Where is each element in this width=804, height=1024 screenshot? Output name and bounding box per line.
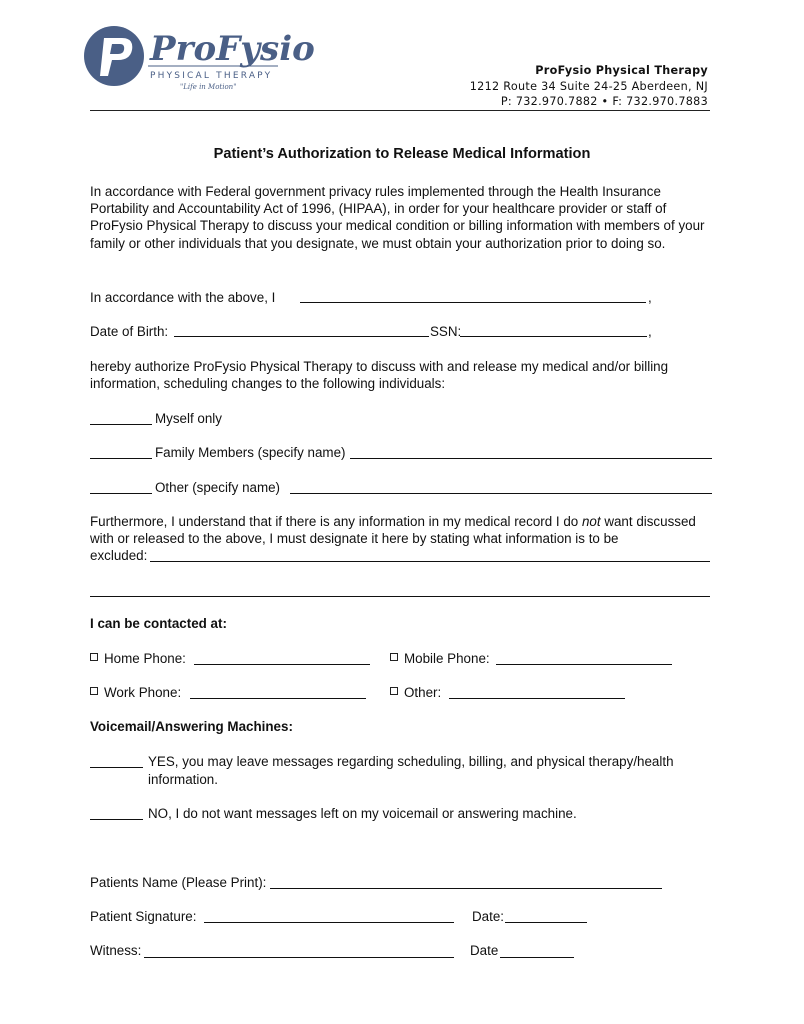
practice-name: ProFysio Physical Therapy xyxy=(535,64,708,77)
patient-name-label: Patients Name (Please Print): xyxy=(90,875,267,890)
profysio-logo xyxy=(82,20,315,98)
home-phone-checkbox[interactable] xyxy=(90,653,98,661)
form-title: Patient’s Authorization to Release Medical Information xyxy=(213,146,591,162)
family-members-blank[interactable] xyxy=(90,458,152,459)
home-phone-line[interactable] xyxy=(194,664,370,665)
other-label: Other (specify name) xyxy=(155,480,281,495)
mobile-phone-label: Mobile Phone: xyxy=(404,651,490,666)
work-phone-label: Work Phone: xyxy=(104,685,182,700)
other-blank[interactable] xyxy=(90,493,152,494)
voicemail-no-text: NO, I do not want messages left on my voicemail or answering machine. xyxy=(148,806,577,821)
witness-date-label: Date xyxy=(470,943,499,958)
voicemail-heading: Voicemail/Answering Machines: xyxy=(90,719,293,734)
work-phone-checkbox[interactable] xyxy=(90,687,98,695)
voicemail-no-blank[interactable] xyxy=(90,819,143,820)
home-phone-row xyxy=(90,650,186,667)
practice-phones: P: 732.970.7882 • F: 732.970.7883 xyxy=(500,95,708,108)
dob-line[interactable] xyxy=(174,336,429,337)
other-phone-row xyxy=(390,684,441,701)
mobile-phone-checkbox[interactable] xyxy=(390,653,398,661)
home-phone-label: Home Phone: xyxy=(104,651,186,666)
signature-date-label: Date: xyxy=(472,909,505,924)
witness-date-line[interactable] xyxy=(500,957,574,958)
myself-only-label: Myself only xyxy=(155,411,222,426)
svg-text:"Life in Motion": "Life in Motion" xyxy=(180,83,237,91)
signature-date-line[interactable] xyxy=(505,922,587,923)
comma-2: , xyxy=(648,324,652,339)
ssn-label: SSN: xyxy=(430,324,462,339)
other-phone-label: Other: xyxy=(404,685,442,700)
family-members-line[interactable] xyxy=(350,458,712,459)
signature-label: Patient Signature: xyxy=(90,909,197,924)
intro-paragraph: In accordance with Federal government privacy rules implemented through the Health Insurance Portability and Accountability Act of 1996, (HIPAA), in order for your healthcare provider or staff of ProFysio Physical Therapy to discuss your medical condition or billing information with members of your family or other individuals that you designate, we must obtain your authorization prior to doing so. xyxy=(90,184,705,251)
excluded-line-1[interactable] xyxy=(150,561,710,562)
header-divider xyxy=(90,110,710,111)
accordance-label: In accordance with the above, I xyxy=(90,290,276,305)
voicemail-yes-text: YES, you may leave messages regarding scheduling, billing, and physical therapy/health xyxy=(148,754,674,769)
mobile-phone-line[interactable] xyxy=(496,664,672,665)
patient-name-line[interactable] xyxy=(300,302,646,303)
other-phone-line[interactable] xyxy=(449,698,625,699)
myself-only-blank[interactable] xyxy=(90,424,152,425)
authorize-paragraph: hereby authorize ProFysio Physical Therapy to discuss with and release my medical and/or billing information, scheduling changes to the following individuals: xyxy=(90,359,669,392)
signature-line[interactable] xyxy=(204,922,454,923)
svg-text:ProFysio: ProFysio xyxy=(150,29,315,69)
other-line[interactable] xyxy=(290,493,712,494)
comma-1: , xyxy=(648,290,652,305)
svg-text:PHYSICAL THERAPY: PHYSICAL THERAPY xyxy=(150,71,273,81)
work-phone-line[interactable] xyxy=(190,698,366,699)
excluded-line-2[interactable] xyxy=(90,596,710,597)
other-phone-checkbox[interactable] xyxy=(390,687,398,695)
ssn-line[interactable] xyxy=(460,336,647,337)
voicemail-yes-text-2: information. xyxy=(148,772,218,787)
dob-label: Date of Birth: xyxy=(90,324,169,339)
mobile-phone-row xyxy=(390,650,490,667)
practice-address: 1212 Route 34 Suite 24-25 Aberdeen, NJ xyxy=(469,80,708,93)
excluded-label: excluded: xyxy=(90,548,148,563)
witness-label: Witness: xyxy=(90,943,142,958)
voicemail-yes-blank[interactable] xyxy=(90,767,143,768)
contact-heading: I can be contacted at: xyxy=(90,616,227,631)
work-phone-row xyxy=(90,684,181,701)
witness-line[interactable] xyxy=(144,957,454,958)
exclusion-paragraph: Furthermore, I understand that if there is any information in my medical record I do not want discussed with or released to the above, I must designate it here by stating what information is to be xyxy=(90,514,696,547)
patient-print-name-line[interactable] xyxy=(270,888,662,889)
family-members-label: Family Members (specify name) xyxy=(155,445,346,460)
